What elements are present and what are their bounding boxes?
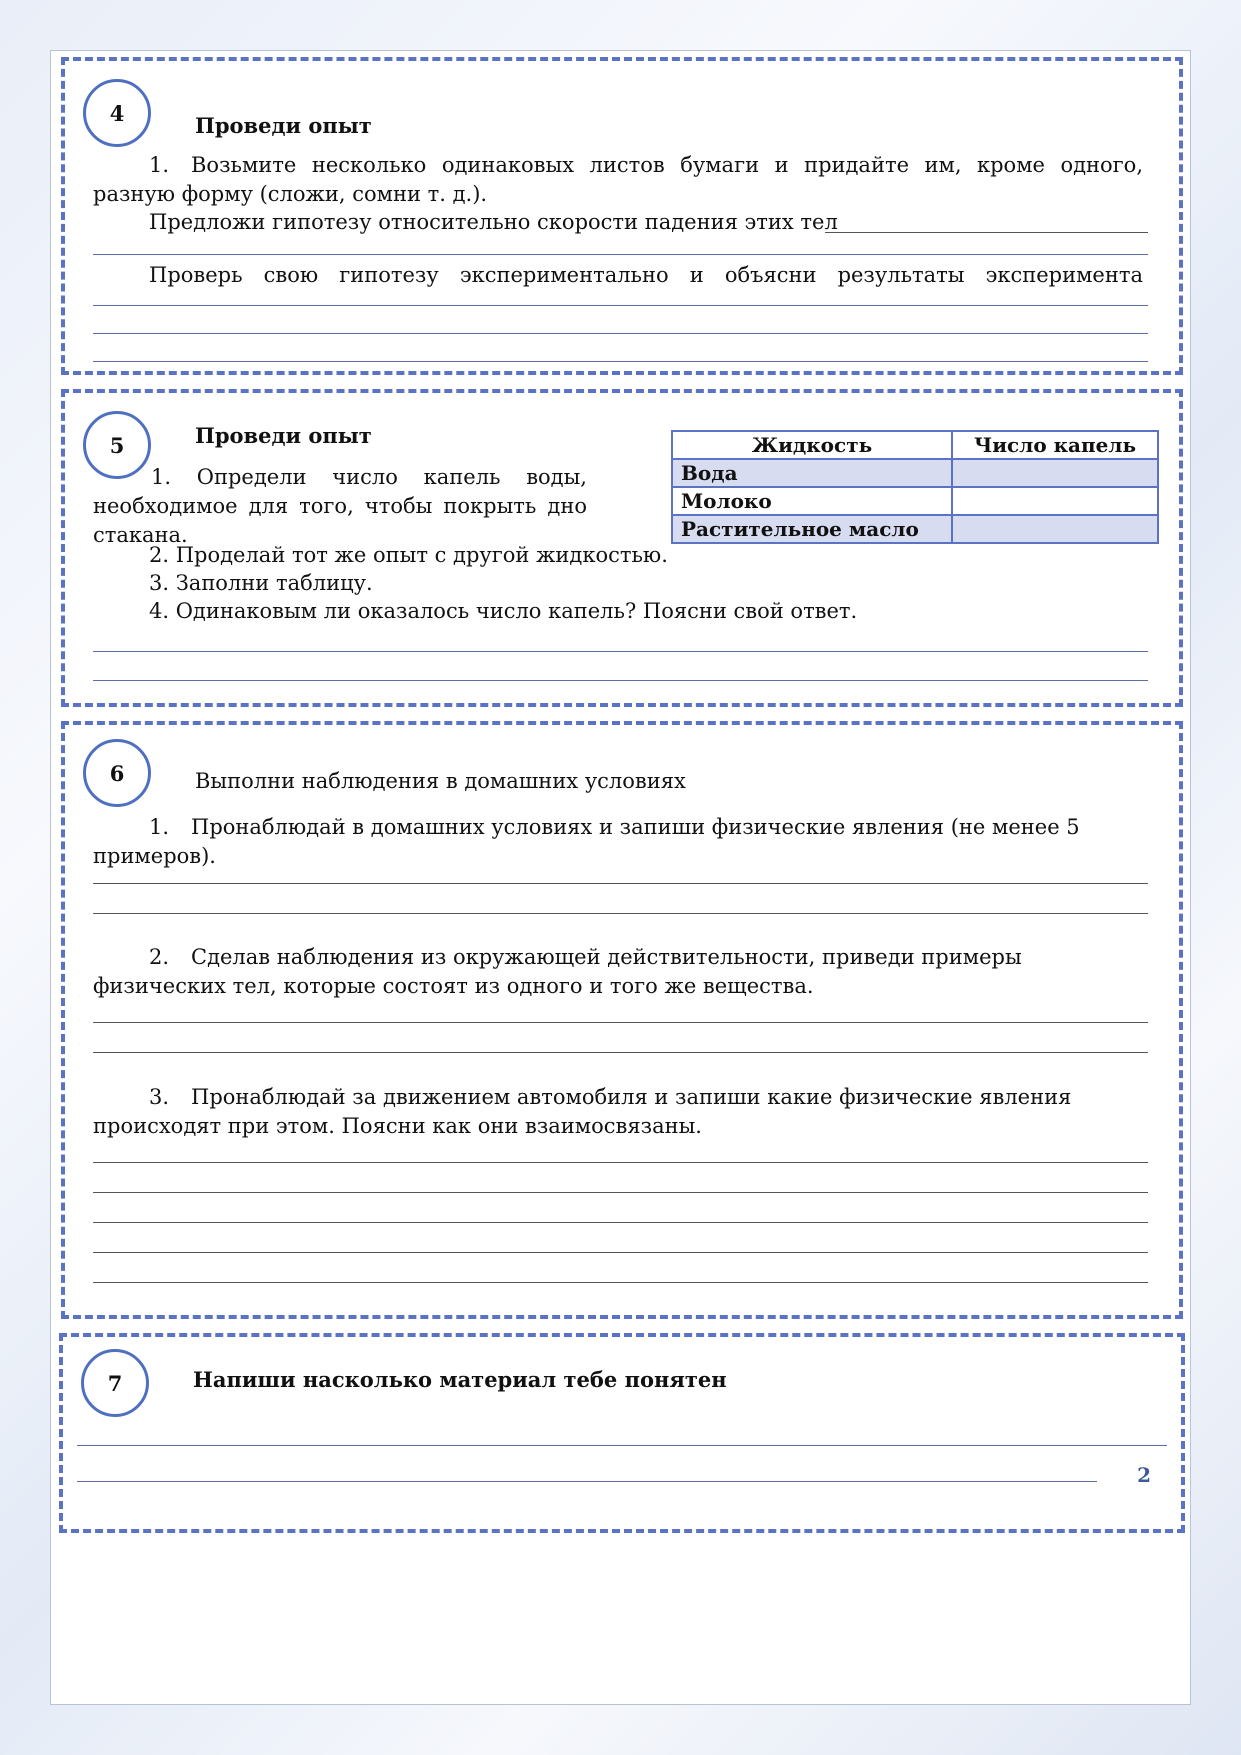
- task-step: [93, 541, 1143, 570]
- answer-line[interactable]: [93, 883, 1148, 884]
- step-text: Пронаблюдай в домашних условиях и запиши физические явления (не менее 5 примеров).: [93, 815, 1080, 868]
- table-header-row: [672, 431, 1158, 459]
- liquid-name: Вода: [672, 459, 952, 487]
- task-step: [93, 151, 1143, 209]
- answer-line[interactable]: [93, 1252, 1148, 1253]
- task-title: Проведи опыт: [195, 113, 372, 138]
- task-title: Напиши насколько материал тебе понятен: [193, 1367, 727, 1392]
- check-prompt: [93, 261, 1143, 290]
- column-header: Число капель: [952, 431, 1158, 459]
- step-number: 1.: [149, 153, 170, 177]
- step-text: Пронаблюдай за движением автомобиля и запиши какие физические явления происходят при этом. Поясни как они взаимосвязаны.: [93, 1085, 1072, 1138]
- task-title: Проведи опыт: [195, 423, 372, 448]
- answer-line[interactable]: [93, 1282, 1148, 1283]
- table-row: [672, 459, 1158, 487]
- drop-count-cell[interactable]: [952, 459, 1158, 487]
- drop-count-cell[interactable]: [952, 515, 1158, 543]
- answer-line[interactable]: [93, 913, 1148, 914]
- answer-line[interactable]: [77, 1481, 1097, 1482]
- task-step: [93, 813, 1143, 871]
- task-4-box: [61, 57, 1183, 375]
- task-7-box: [59, 1333, 1185, 1533]
- worksheet-page: [50, 50, 1191, 1705]
- answer-line[interactable]: [825, 232, 1148, 233]
- answer-line[interactable]: [77, 1445, 1167, 1446]
- task-title: Выполни наблюдения в домашних условиях: [195, 769, 686, 793]
- answer-line[interactable]: [93, 1022, 1148, 1023]
- hypothesis-text: Предложи гипотезу относительно скорости падения этих тел: [149, 210, 838, 234]
- step-text: Сделав наблюдения из окружающей действительности, приведи примеры физических тел, которые состоят из одного и того же вещества.: [93, 945, 1022, 998]
- answer-line[interactable]: [93, 680, 1148, 681]
- check-text: Проверь свою гипотезу экспериментально и объясни результаты эксперимента: [149, 263, 1143, 287]
- answer-line[interactable]: [93, 333, 1148, 334]
- task-number: 4: [109, 100, 125, 126]
- answer-line[interactable]: [93, 305, 1148, 306]
- liquid-name: Растительное масло: [672, 515, 952, 543]
- task-number-circle: [83, 79, 151, 147]
- step-number: 2.: [149, 945, 170, 969]
- step-number: 1.: [149, 815, 170, 839]
- task-number: 5: [109, 432, 125, 458]
- task-step: [93, 597, 1143, 626]
- step-text: Возьмите несколько одинаковых листов бумаги и придайте им, кроме одного, разную форму (сложи, сомни т. д.).: [93, 153, 1143, 206]
- answer-line[interactable]: [93, 1162, 1148, 1163]
- answer-line[interactable]: [93, 1192, 1148, 1193]
- task-5-box: [61, 389, 1183, 707]
- task-step: 1. Определи число капель воды, необходимое для того, чтобы покрыть дно стакана.: [93, 465, 587, 547]
- answer-line[interactable]: [93, 361, 1148, 362]
- answer-line[interactable]: [93, 1052, 1148, 1053]
- table-row: [672, 515, 1158, 543]
- answer-line[interactable]: [93, 651, 1148, 652]
- task-step: [93, 1083, 1143, 1141]
- task-number: 7: [107, 1370, 123, 1396]
- step-text: 4. Одинаковым ли оказалось число капель? Поясни свой ответ.: [149, 599, 858, 623]
- step-text: 2. Проделай тот же опыт с другой жидкостью.: [149, 543, 668, 567]
- task-number: 6: [109, 760, 125, 786]
- liquid-name: Молоко: [672, 487, 952, 515]
- answer-line[interactable]: [93, 254, 1148, 255]
- answer-line[interactable]: [93, 1222, 1148, 1223]
- step-number: 3.: [149, 1085, 170, 1109]
- drop-count-cell[interactable]: [952, 487, 1158, 515]
- task-number-circle: [83, 739, 151, 807]
- liquids-table: [671, 430, 1159, 544]
- task-step: [93, 569, 1143, 598]
- table-row: [672, 487, 1158, 515]
- task-step: [93, 943, 1143, 1001]
- page-number: 2: [1137, 1463, 1151, 1487]
- step-text: 3. Заполни таблицу.: [149, 571, 373, 595]
- task-6-box: [61, 721, 1183, 1319]
- column-header: Жидкость: [672, 431, 952, 459]
- task-number-circle: [81, 1349, 149, 1417]
